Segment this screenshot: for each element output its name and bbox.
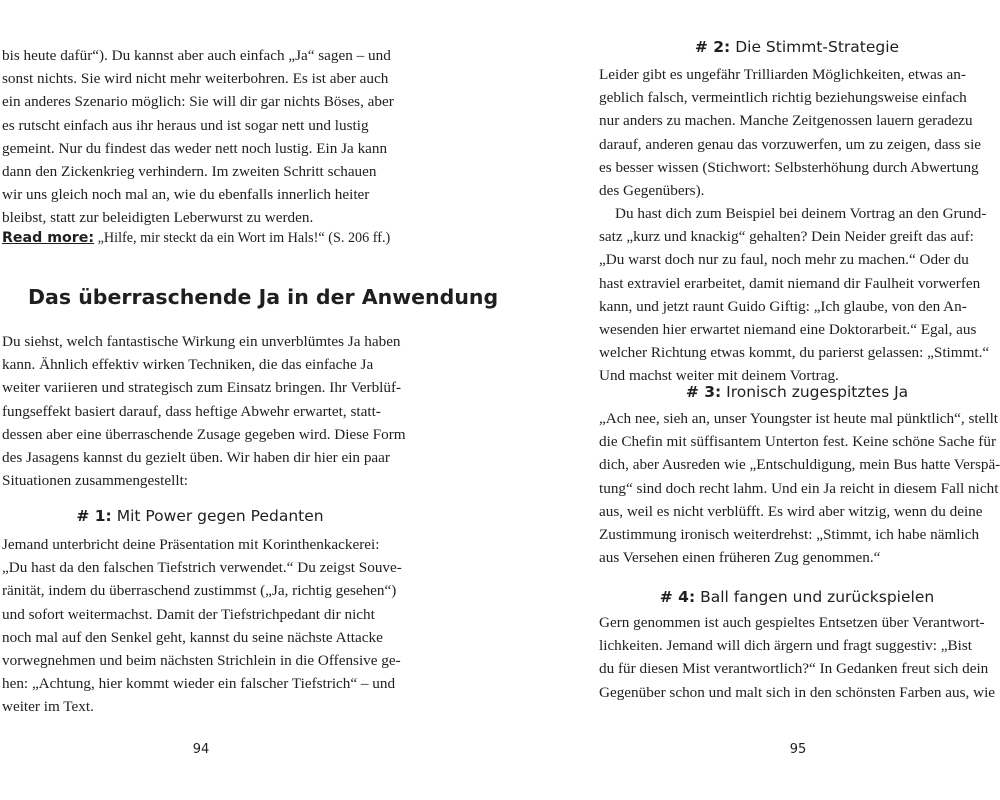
text-line: gemeint. Nur du findest das weder nett noch lustig. Ein Ja kann <box>2 139 388 157</box>
subsection-3-paragraph <box>599 407 1000 569</box>
text-line: geblich falsch, vermeintlich richtig beziehungsweise einfach <box>599 89 967 107</box>
subheading-1 <box>0 507 400 525</box>
text-line: sonst nichts. Sie wird nicht mehr weiterbohren. Es ist aber auch <box>2 70 389 88</box>
page-number: 95 <box>789 742 807 757</box>
text-line: Gern genommen ist auch gespieltes Entsetzen über Verantwort- <box>599 614 985 631</box>
read-more-text: „Hilfe, mir steckt da ein Wort im Hals!“ (S. 206 ff.) <box>97 230 391 246</box>
text-line: Gegenüber schon und malt sich in den schönsten Farben aus, wie <box>599 683 996 701</box>
section-heading: Das überraschende Ja in der Anwendung <box>28 285 499 309</box>
text-line: bleibst, statt zur beleidigten Leberwurst zu werden. <box>2 209 314 227</box>
text-line: satz „kurz und knackig“ gehalten? Dein Neider greift das auf: <box>599 228 974 246</box>
subheading-number: # 2: <box>694 38 731 56</box>
text-line: des Jasagens kannst du gezielt üben. Wir haben dir hier ein paar <box>2 449 390 467</box>
text-line: dann den Zickenkrieg verhindern. Im zweiten Schritt schauen <box>2 163 377 181</box>
text-line: dich, aber Ausreden wie „Entschuldigung, mein Bus hatte Verspä- <box>599 456 1000 474</box>
text-line: „Du hast da den falschen Tiefstrich verwendet.“ Du zeigst Souve- <box>2 559 402 577</box>
text-line: „Du warst doch nur zu faul, noch mehr zu machen.“ Oder du <box>599 251 969 269</box>
subheading-title: Ball fangen und zurückspielen <box>700 588 935 606</box>
text-line: Und machst weiter mit deinem Vortrag. <box>599 367 839 385</box>
text-line: du für diesen Mist verantwortlich?“ In Gedanken freut sich dein <box>599 660 989 678</box>
text-line: aus, weil es nicht verblüfft. Es wird aber witzig, wenn du deine <box>599 502 983 520</box>
text-line: kann. Ähnlich effektiv wirken Techniken, die das einfache Ja <box>2 356 374 374</box>
text-line: es rutscht einfach aus ihr heraus und ist sogar nett und lustig <box>2 116 369 134</box>
text-line: dessen aber eine überraschende Zusage gegeben wird. Diese Form <box>2 425 406 443</box>
text-line: es besser wissen (Stichwort: Selbsterhöhung durch Abwertung <box>599 158 979 176</box>
text-line: lichkeiten. Jemand will dich ärgern und fragt suggestiv: „Bist <box>599 637 972 655</box>
subheading-2 <box>597 38 997 56</box>
text-line: weiter variieren und strategisch zum Einsatz bringen. Ihr Verblüf- <box>2 379 402 397</box>
text-line: und sofort weitermachst. Damit der Tiefstrichpedant dir nicht <box>2 605 375 623</box>
text-line: Du hast dich zum Beispiel bei deinem Vortrag an den Grund- <box>615 205 987 222</box>
subheading-number: # 4: <box>659 588 696 606</box>
read-more-label: Read more: <box>2 230 95 246</box>
intro-paragraph <box>2 44 394 230</box>
subsection-4-paragraph <box>599 611 994 704</box>
subheading-title: Die Stimmt-Strategie <box>735 38 900 56</box>
text-line: des Gegenübers). <box>599 182 705 200</box>
text-line: vorwegnehmen und beim nächsten Strichlein in die Offensive ge- <box>2 652 401 670</box>
subheading-title: Ironisch zugespitztes Ja <box>726 383 909 401</box>
subheading-3 <box>597 383 997 401</box>
subsection-1-paragraph <box>2 533 402 719</box>
text-line: „Ach nee, sieh an, unser Youngster ist heute mal pünktlich“, stellt <box>599 410 999 427</box>
subheading-number: # 3: <box>685 383 722 401</box>
subsection-2-paragraph-2 <box>599 202 994 388</box>
text-line: tung“ sind doch recht lahm. Und ein Ja reicht in diesem Fall nicht <box>599 479 999 497</box>
text-line: fungseffekt basiert darauf, dass heftige Abwehr erwartet, statt- <box>2 402 381 420</box>
text-line: Situationen zusammengestellt: <box>2 472 189 490</box>
text-line: Zustimmung ironisch weiterdrehst: „Stimmt, ich habe nämlich <box>599 526 980 544</box>
text-line: Du siehst, welch fantastische Wirkung ein unverblümtes Ja haben <box>2 333 401 350</box>
text-line: weiter im Text. <box>2 698 94 716</box>
text-line: hen: „Achtung, hier kommt wieder ein falscher Tiefstrich“ – und <box>2 675 396 693</box>
subheading-4 <box>597 588 997 606</box>
text-line: darauf, anderen genau das vorzuwerfen, um zu zeigen, dass sie <box>599 135 982 153</box>
text-line: nur anders zu machen. Manche Zeitgenossen lauern geradezu <box>599 112 973 130</box>
subheading-title: Mit Power gegen Pedanten <box>116 507 324 525</box>
subsection-2-paragraph-1 <box>599 63 994 202</box>
read-more-reference <box>2 230 402 247</box>
text-line: wesenden hier erwartet niemand eine Doktorarbeit.“ Egal, aus <box>599 321 977 339</box>
text-line: die Chefin mit süffisantem Unterton fest. Keine schöne Sache für <box>599 433 997 451</box>
right-page <box>500 0 1000 800</box>
text-line: noch mal auf den Senkel geht, kannst du seine nächste Attacke <box>2 628 383 646</box>
text-line: bis heute dafür“). Du kannst aber auch einfach „Ja“ sagen – und <box>2 47 391 64</box>
text-line: ränität, indem du überraschend zustimmst („Ja, richtig gesehen“) <box>2 582 397 600</box>
page-number: 94 <box>192 742 210 757</box>
text-line: Jemand unterbricht deine Präsentation mit Korinthenkackerei: <box>2 536 380 553</box>
text-line: kann, und jetzt raunt Guido Giftig: „Ich glaube, von den An- <box>599 297 967 315</box>
section-intro-paragraph <box>2 330 406 492</box>
text-line: wir uns gleich noch mal an, wie du ebenfalls innerlich heiter <box>2 186 370 204</box>
subheading-number: # 1: <box>76 507 112 525</box>
text-line: welcher Richtung etwas kommt, du parierst gelassen: „Stimmt.“ <box>599 344 990 362</box>
text-line: ein anderes Szenario möglich: Sie will dir gar nichts Böses, aber <box>2 93 394 111</box>
text-line: aus Versehen einen früheren Zug genommen.“ <box>599 549 881 567</box>
text-line: Leider gibt es ungefähr Trilliarden Möglichkeiten, etwas an- <box>599 66 966 83</box>
text-line: hast extraviel erarbeitet, damit niemand dir Faulheit vorwerfen <box>599 274 981 292</box>
